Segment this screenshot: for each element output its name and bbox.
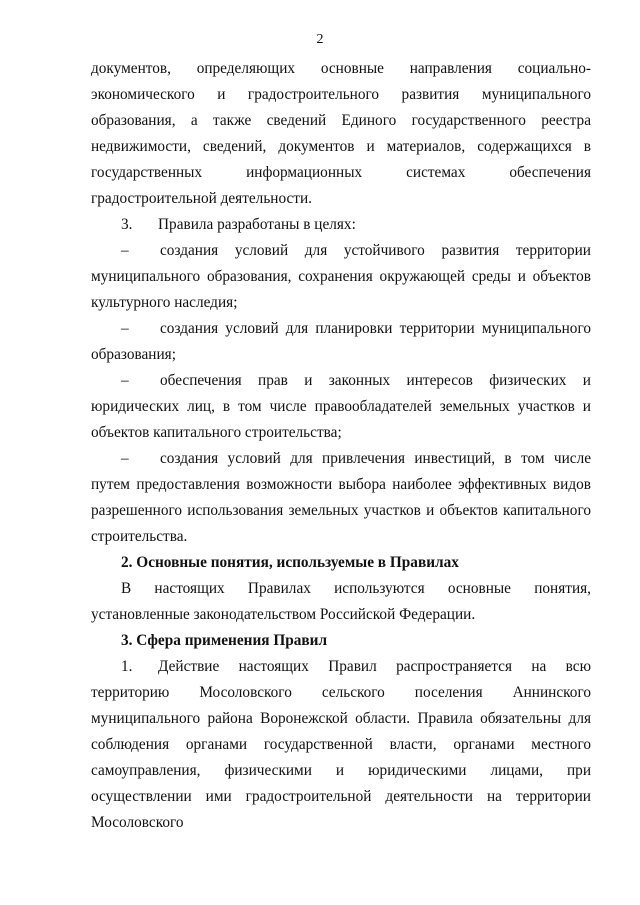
dash-marker: – [121,242,129,259]
page-number: 2 [316,32,324,47]
goal-item-1 [91,238,591,316]
section-3-item-1-number: 1. [121,658,133,675]
dash-marker: – [121,372,129,389]
goal-item-text: обеспечения прав и законных интересов физических и юридических лиц, в том числе правообладателей земельных участков и объектов капитального строительства; [91,372,591,441]
goal-item-2 [91,316,591,368]
document-body [91,56,591,836]
list-item-3-number: 3. [121,216,133,233]
goal-item-4 [91,446,591,550]
list-item-3-text: Правила разработаны в целях: [158,216,356,233]
section-2-paragraph-line-2: установленные законодательством Российской Федерации. [91,606,476,623]
goal-item-text: создания условий для устойчивого развития территории муниципального образования, сохранения окружающей среды и объектов культурного наследия; [91,242,591,311]
section-3-item-1-text: Действие настоящих Правил распространяется на всю территорию Мосоловского сельского поселения Аннинского муниципального района Воронежской области. Правила обязательны для соблюдения органами государственной власти, органами местного самоуправления, физическими и юридическими лицами, при осуществлении ими градостроительной деятельности на территории Мосоловского [91,658,591,831]
section-2-heading: 2. Основные понятия, используемые в Правилах [121,554,459,571]
section-3-heading: 3. Сфера применения Правил [121,632,328,649]
goal-item-text: создания условий для привлечения инвестиций, в том числе путем предоставления возможности выбора наиболее эффективных видов разрешенного использования земельных участков и объектов капитального строительства. [91,450,591,545]
intro-paragraph: документов, определяющих основные направления социально-экономического и градостроительного развития муниципального образования, а также сведений Единого государственного реестра недвижимости, сведений, документов и материалов, содержащихся в государственных информационных системах обеспечения градостроительной деятельности. [91,60,591,207]
dash-marker: – [121,320,129,337]
dash-marker: – [121,450,129,467]
section-3-item-1 [91,654,591,836]
section-2-paragraph-line-1: В настоящих Правилах используются основные понятия, [121,580,591,597]
goal-item-3 [91,368,591,446]
goal-item-text: создания условий для планировки территории муниципального образования; [91,320,591,363]
list-item-3 [91,212,591,238]
